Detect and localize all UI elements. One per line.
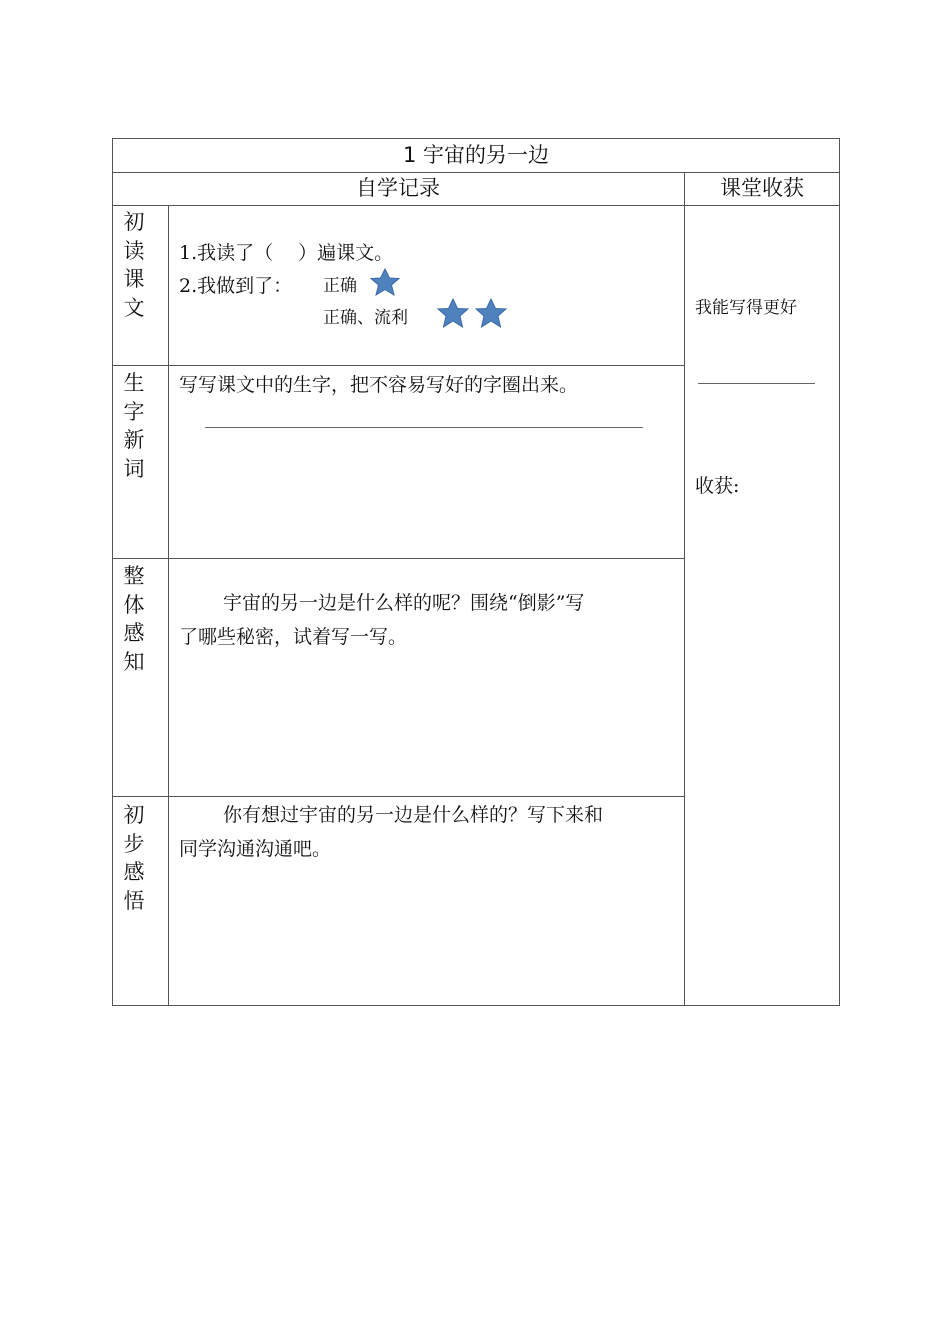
overall-question-line2: 了哪些秘密，试着写一写。 [179,626,408,648]
table-border-top [112,138,840,139]
row-label-insight: 初步感悟 [123,803,145,913]
row-label-new-words: 生字新词 [123,371,145,481]
table-border-right [839,138,840,1006]
row-label-overall: 整体感知 [123,564,145,674]
header-self-study: 自学记录 [356,176,440,200]
insight-question-line1: 你有想过宇宙的另一边是什么样的？写下来和 [223,804,604,826]
better-writing-label: 我能写得更好 [695,298,797,318]
overall-question-line1: 宇宙的另一边是什么样的呢？围绕“倒影”写 [223,592,585,614]
page-title: 1 宇宙的另一边 [402,143,550,167]
writing-line [205,427,643,428]
table-border-left [112,138,113,1006]
new-words-instruction: 写写课文中的生字，把不容易写好的字圈出来。 [179,374,579,396]
header-class-gains: 课堂收获 [720,176,804,200]
gains-label: 收获: [695,475,740,497]
star-icon [366,268,404,296]
table-border-bottom [112,1005,840,1006]
row-divider-2 [112,558,685,559]
column-divider-side [168,205,169,1006]
read-times-line: 1.我读了（ ）遍课文。 [179,242,394,264]
right-writing-line [698,383,815,384]
two-stars-icon [434,298,512,328]
header-row-divider [112,205,840,206]
option-correct: 正确 [323,276,357,296]
achievement-label: 2.我做到了： [179,275,293,297]
option-correct-fluent: 正确、流利 [323,308,408,328]
insight-question-line2: 同学沟通沟通吧。 [179,838,332,860]
title-row-divider [112,172,840,173]
row-divider-1 [112,365,685,366]
row-label-first-reading: 初读课文 [123,210,145,320]
row-divider-3 [112,796,685,797]
column-divider-right [684,172,685,1006]
